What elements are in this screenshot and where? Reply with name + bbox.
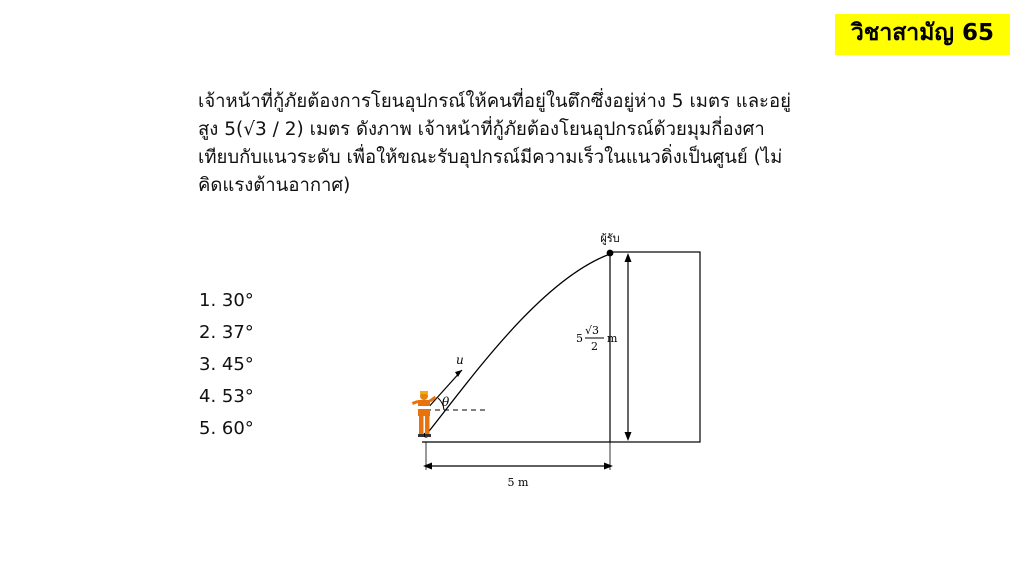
height-label-numerator: √3 [585,324,600,337]
choice-item-1[interactable]: 1. 30° [199,290,254,311]
angle-label: θ [442,395,450,409]
exam-badge: วิชาสามัญ 65 [835,14,1010,55]
height-label-number: 5 [576,332,583,345]
choice-item-4[interactable]: 4. 53° [199,386,254,408]
receiver-point-dot [607,250,614,257]
velocity-label: u [456,353,464,367]
distance-arrow-head-left [423,463,432,470]
question-text: เจ้าหน้าที่กู้ภัยต้องการโยนอุปกรณ์ให้คนที่อยู่ในตึกซึ่งอยู่ห่าง 5 เมตร และอยู่สูง 5(√3 / 2) เมตร ดังภาพ เจ้าหน้าที่กู้ภัยต้องโยนอุปกรณ์ด้วยมุมกี่องศาเทียบกับแนวระดับ เพื่อให้ขณะรับอุปกรณ์มีความเร็วในแนวดิ่งเป็นศูนย์ (ไม่คิดแรงต้านอากาศ) [198,91,791,197]
rescuer-person-icon [412,391,437,437]
height-label-denominator: 2 [591,340,598,353]
physics-diagram [400,220,760,500]
height-label-unit: m [607,332,618,345]
building-rect [610,252,700,442]
height-label-group [576,324,618,353]
choice-item-3[interactable]: 3. 45° [199,354,254,376]
height-arrow-head-top [625,253,632,262]
distance-label: 5 m [507,476,529,489]
distance-arrow-head-right [604,463,613,470]
receiver-label: ผู้รับ [600,232,620,245]
height-arrow-head-bottom [625,432,632,441]
choice-item-2[interactable]: 2. 37° [199,322,254,344]
choice-list [199,285,254,445]
choice-item-5[interactable]: 5. 60° [199,418,254,440]
